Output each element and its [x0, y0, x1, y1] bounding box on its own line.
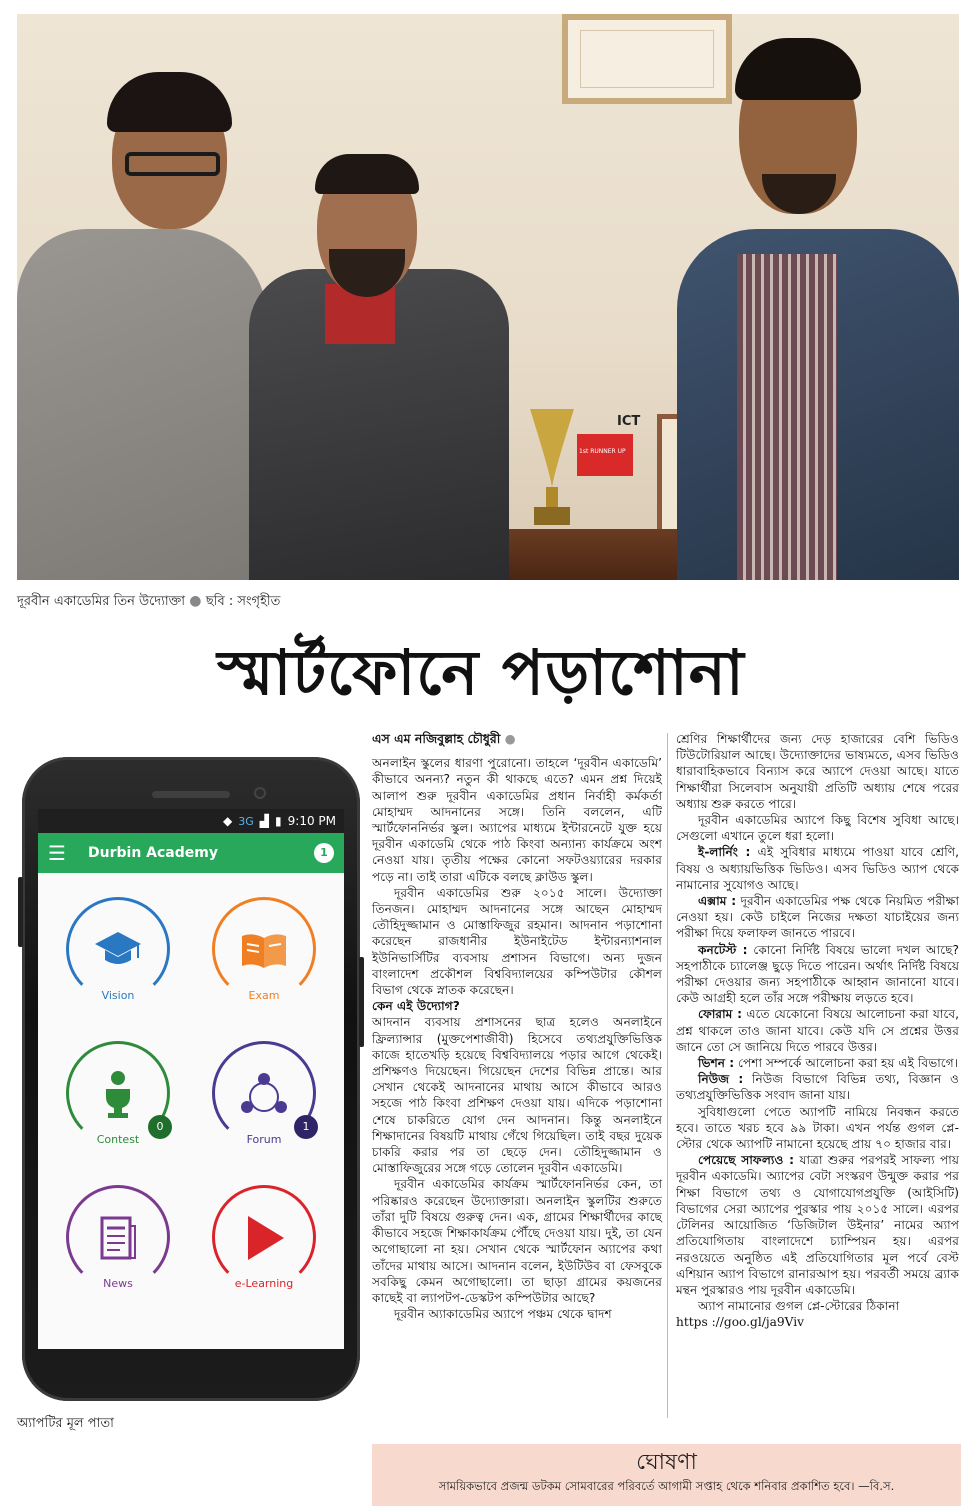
article-column-1	[372, 731, 662, 1322]
phone-camera	[254, 787, 266, 799]
tile-vision[interactable]	[58, 897, 178, 1017]
photo-caption: দূরবীন একাডেমির তিন উদ্যোক্তা ● ছবি : সংগৃহীত	[17, 593, 281, 609]
feature-forum: ফোরাম : এতে যেকোনো বিষয়ে আলোচনা করা যাবে, প্রশ্ন থাকলে তাও জানা যাবে। কেউ যদি সে প্রশ্নের উত্তর জানে তো সে জানিয়ে দিতে পারবে উত্তর।	[676, 1007, 960, 1054]
feature-news: নিউজ : নিউজ বিভাগে বিভিন্ন তথ্য, বিজ্ঞান ও তথ্যপ্রযুক্তিভিত্তিক সংবাদ জানা যায়।	[676, 1072, 959, 1103]
app-link[interactable]: https ://goo.gl/ja9Viv	[676, 1315, 805, 1330]
tile-elearning[interactable]	[204, 1185, 324, 1305]
feature-vision: ভিশন : পেশা সম্পর্কে আলোচনা করা হয় এই বিভাগে।	[698, 1056, 959, 1071]
notice-title: ঘোষণা	[636, 1450, 697, 1475]
graduation-cap-icon	[90, 925, 146, 975]
paragraph: দূরবীন অ্যাকাডেমির অ্যাপে পঞ্চম থেকে দ্বাদশ	[394, 1307, 612, 1322]
subheading: কেন এই উদ্যোগ?	[372, 999, 460, 1014]
app-title: Durbin Academy	[88, 845, 218, 861]
network-indicator: 3G	[238, 814, 254, 828]
header-photo	[17, 14, 959, 580]
paragraph: শ্রেণির শিক্ষার্থীদের জন্য দেড় হাজারের বেশি ভিডিও টিউটোরিয়াল আছে। উদ্যোক্তাদের ভাষ্যমতে, এসব ভিডিও ধারাবাহিকভাবে বিন্যাস করে অ্যাপে দেওয়া আছে। যাতে শিক্ষার্থীরা সিলেবাস অনুযায়ী প্রতিটি অধ্যায় শেষে পরের অধ্যায় শুরু করতে পারে।	[676, 732, 959, 811]
headline: স্মার্টফোনে পড়াশোনা	[217, 636, 745, 709]
battery-icon: ▮	[275, 814, 282, 828]
column-divider	[667, 733, 668, 1418]
paragraph: অ্যাপ নামানোর গুগল প্লে-স্টোরের ঠিকানা	[698, 1299, 900, 1314]
tile-forum[interactable]	[204, 1041, 324, 1161]
person-left	[17, 229, 267, 580]
status-bar	[38, 809, 344, 833]
app-bar	[38, 833, 344, 873]
byline: এস এম নজিবুল্লাহ চৌধুরী ●	[372, 731, 516, 746]
paragraph: সুবিধাগুলো পেতে অ্যাপটি নামিয়ে নিবন্ধন করতে হবে। তাতে খরচ হবে ৯৯ টাকা। এখন পর্যন্ত গুগল প্লে-স্টোর থেকে অ্যাপটি নামানো হয়েছে প্রায় ৭০ হাজার বার।	[676, 1104, 959, 1152]
paragraph: অনলাইন স্কুলের ধারণা পুরোনো। তাহলে ‘দূরবীন একাডেমি’ কীভাবে অনন্য? নতুন কী থাকছে এতে? এমন প্রশ্ন দিয়েই আলাপ শুরু দূরবীন একাডেমির প্রধান নির্বাহী কর্মকর্তা মোহাম্মদ আদনানের সঙ্গে। তিনি বললেন, এটি স্মার্টফোননির্ভর স্কুল। অ্যাপের মাধ্যমে ইন্টারনেটে যুক্ত হয়ে দূরবীন একাডেমি থেকে পাঠ কিংবা অন্যান্য কার্যক্রমে অংশ নেওয়া যায়। তৃতীয় পক্ষের কোনো সফটওয়্যারের দরকার পড়ে না। তাই তারা এটিকে বলছে ক্লাউড স্কুল।	[372, 756, 662, 884]
hamburger-menu-icon[interactable]: ☰	[48, 841, 66, 865]
trophy-icon	[522, 409, 582, 529]
award-plaque: 1st RUNNER UP	[577, 434, 633, 476]
people-network-icon	[236, 1069, 292, 1119]
tile-label: Exam	[248, 989, 280, 1002]
tile-label: Forum	[246, 1133, 282, 1146]
photo-credit: ছবি : সংগৃহীত	[205, 594, 281, 609]
tile-news[interactable]	[58, 1185, 178, 1305]
feature-exam: এক্সাম : দূরবীন একাডেমির পক্ষ থেকে নিয়মিত পরীক্ষা নেওয়া হয়। কেউ চাইলে নিজের দক্ষতা যাচাইয়ের জন্য পরীক্ষা দিয়ে ফলাফল জানতে পারবে।	[676, 894, 959, 941]
tile-contest[interactable]	[58, 1041, 178, 1161]
tile-label: Vision	[101, 989, 135, 1002]
play-icon	[236, 1213, 292, 1263]
notice-box	[372, 1444, 961, 1506]
phone-mockup	[22, 757, 360, 1401]
tile-label: Contest	[96, 1133, 140, 1146]
newspaper-icon	[90, 1213, 146, 1263]
contest-count-badge: 0	[148, 1115, 172, 1139]
paragraph-success: পেয়েছে সাফল্যও : যাত্রা শুরুর পরপরই সাফল্য পায় দূরবীন একাডেমি। অ্যাপের বেটা সংস্করণ উন্মুক্ত করার পর শিক্ষা বিভাগে তথ্য ও যোগাযোগপ্রযুক্তি (আইসিটি) বিভাগের সেরা অ্যাপের পুরস্কার পায় ২০১৫ সালে। এরপর টেলিনর আয়োজিত ‘ডিজিটাল উইনার’ নামের অ্যাপ প্রতিযোগিতায় বাংলাদেশে চ্যাম্পিয়ন হয়। এরপর নরওয়েতে অনুষ্ঠিত এই প্রতিযোগিতার মূল পর্বে বেস্ট এশিয়ান অ্যাপ বিভাগে রানারআপ হয়। পরবর্তী সময়ে ব্র্যাক মন্থন পুরস্কারও পায় দূরবীন একাডেমি।	[676, 1153, 960, 1297]
phone-speaker	[152, 791, 230, 798]
feature-contest: কনটেস্ট : কোনো নির্দিষ্ট বিষয়ে ভালো দখল আছে? সহপাঠীকে চ্যালেঞ্জ ছুড়ে দিতে পারেন। অর্থাৎ নির্দিষ্ট বিষয়ে পরীক্ষা দেওয়ার জন্য সহপাঠীকে আহ্বান জানানো যাবে। কেউ আগ্রহী হলে তাঁর সঙ্গে পরীক্ষায় লড়তে হবে।	[676, 942, 960, 1006]
app-screen	[38, 809, 344, 1349]
trophy-icon	[90, 1069, 146, 1119]
notice-body: সাময়িকভাবে প্রজন্ম ডটকম সোমবারের পরিবর্তে আগামী সপ্তাহ থেকে শনিবার প্রকাশিত হবে। —বি.স.	[438, 1479, 895, 1493]
feature-elearning: ই-লার্নিং : এই সুবিধার মাধ্যমে পাওয়া যাবে শ্রেণি, বিষয় ও অধ্যায়ভিত্তিক ভিডিও। এসব ভিডিও অ্যাপ থেকে নামানোর সুযোগও আছে।	[676, 845, 960, 892]
tile-exam[interactable]	[204, 897, 324, 1017]
signal-icon: ▟	[259, 814, 270, 828]
article-column-2	[676, 731, 959, 1331]
paragraph: দূরবীন একাডেমির কার্যক্রম স্মার্টফোননির্ভর কেন, তা পরিষ্কারও করেছেন উদ্যোক্তারা। অনলাইন স্কুলটির শুরুতে তাঁরা দুটি বিষয়ে গুরুত্ব দেন। এক, গ্রামের শিক্ষার্থীদের কাছে কীভাবে সহজে শিক্ষাকার্যক্রম পৌঁছে দেওয়া যায়। দুই, তা যেন অগোছালো না হয়। সেখান থেকে স্মার্টফোন অ্যাপের কথা তাঁদের মাথায় আসে। আদনান বলেন, ইউটিউব বা ফেসবুকে সবকিছু কেমন অগোছালো। তা ছাড়া গ্রামের কয়জনের কাছেই বা ল্যাপটপ-ডেস্কটপ কম্পিউটার আছে?	[372, 1177, 662, 1305]
open-book-icon	[236, 925, 292, 975]
tile-label: News	[103, 1277, 133, 1290]
paragraph: আদনান ব্যবসায় প্রশাসনের ছাত্র হলেও অনলাইনে ফ্রিল্যান্সার (মুক্তপেশাজীবী) হিসেবে তথ্যপ্রযুক্তিভিত্তিক কাজে হাতেখড়ি হয়েছে বিশ্ববিদ্যালয়ে পড়ার আগে থেকেই। প্রশিক্ষণও দিয়েছেন। গিয়েছেন দেশের বিভিন্ন প্রান্তে। আর সেখান থেকেই আদনানের মাথায় আসে কীভাবে আরও সহজে পাঠ কিংবা প্রশিক্ষণ দেওয়া যায়। এদিকে পড়াশোনা শেষে চাকরিতে যোগ দেন আদনান। কিন্তু অনলাইনে শিক্ষাদানের বিষয়টি মাথায় গেঁথে গিয়েছিল। তাই বছর দুয়েক চাকরি করার পর তা ছেড়ে দেন। তৌহিদুজ্জামান ও মোস্তাফিজুরের সঙ্গে গড়ে তোলেন দূরবীন একাডেমি।	[372, 1015, 662, 1176]
paragraph: দূরবীন একাডেমির অ্যাপে কিছু বিশেষ সুবিধা আছে। সেগুলো এখানে তুলে ধরা হলো।	[676, 813, 959, 844]
tile-label: e-Learning	[234, 1277, 294, 1290]
notification-badge[interactable]: 1	[314, 843, 334, 863]
award-label: ICT	[617, 414, 641, 429]
wifi-icon: ◆	[223, 814, 233, 828]
wall-certificate	[562, 14, 732, 104]
paragraph: দূরবীন একাডেমির শুরু ২০১৫ সালে। উদ্যোক্তা তিনজন। মোহাম্মদ আদনানের সঙ্গে আছেন মোহাম্মদ তৌহিদুজ্জামান ও মোস্তাফিজুর রহমান। আদনান পড়াশোনা করেছেন রাজধানীর ইউনাইটেড ইন্টারন্যাশনাল ইউনিভার্সিটির ব্যবসায় প্রশাসন বিভাগে। অন্য দুজন বাংলাদেশ প্রকৌশল বিশ্ববিদ্যালয়ের কম্পিউটার কৌশল বিভাগ থেকে স্নাতক করেছেন।	[372, 885, 662, 998]
forum-count-badge: 1	[294, 1115, 318, 1139]
status-time: 9:10 PM	[287, 814, 336, 828]
phone-caption: অ্যাপটির মূল পাতা	[17, 1416, 114, 1431]
